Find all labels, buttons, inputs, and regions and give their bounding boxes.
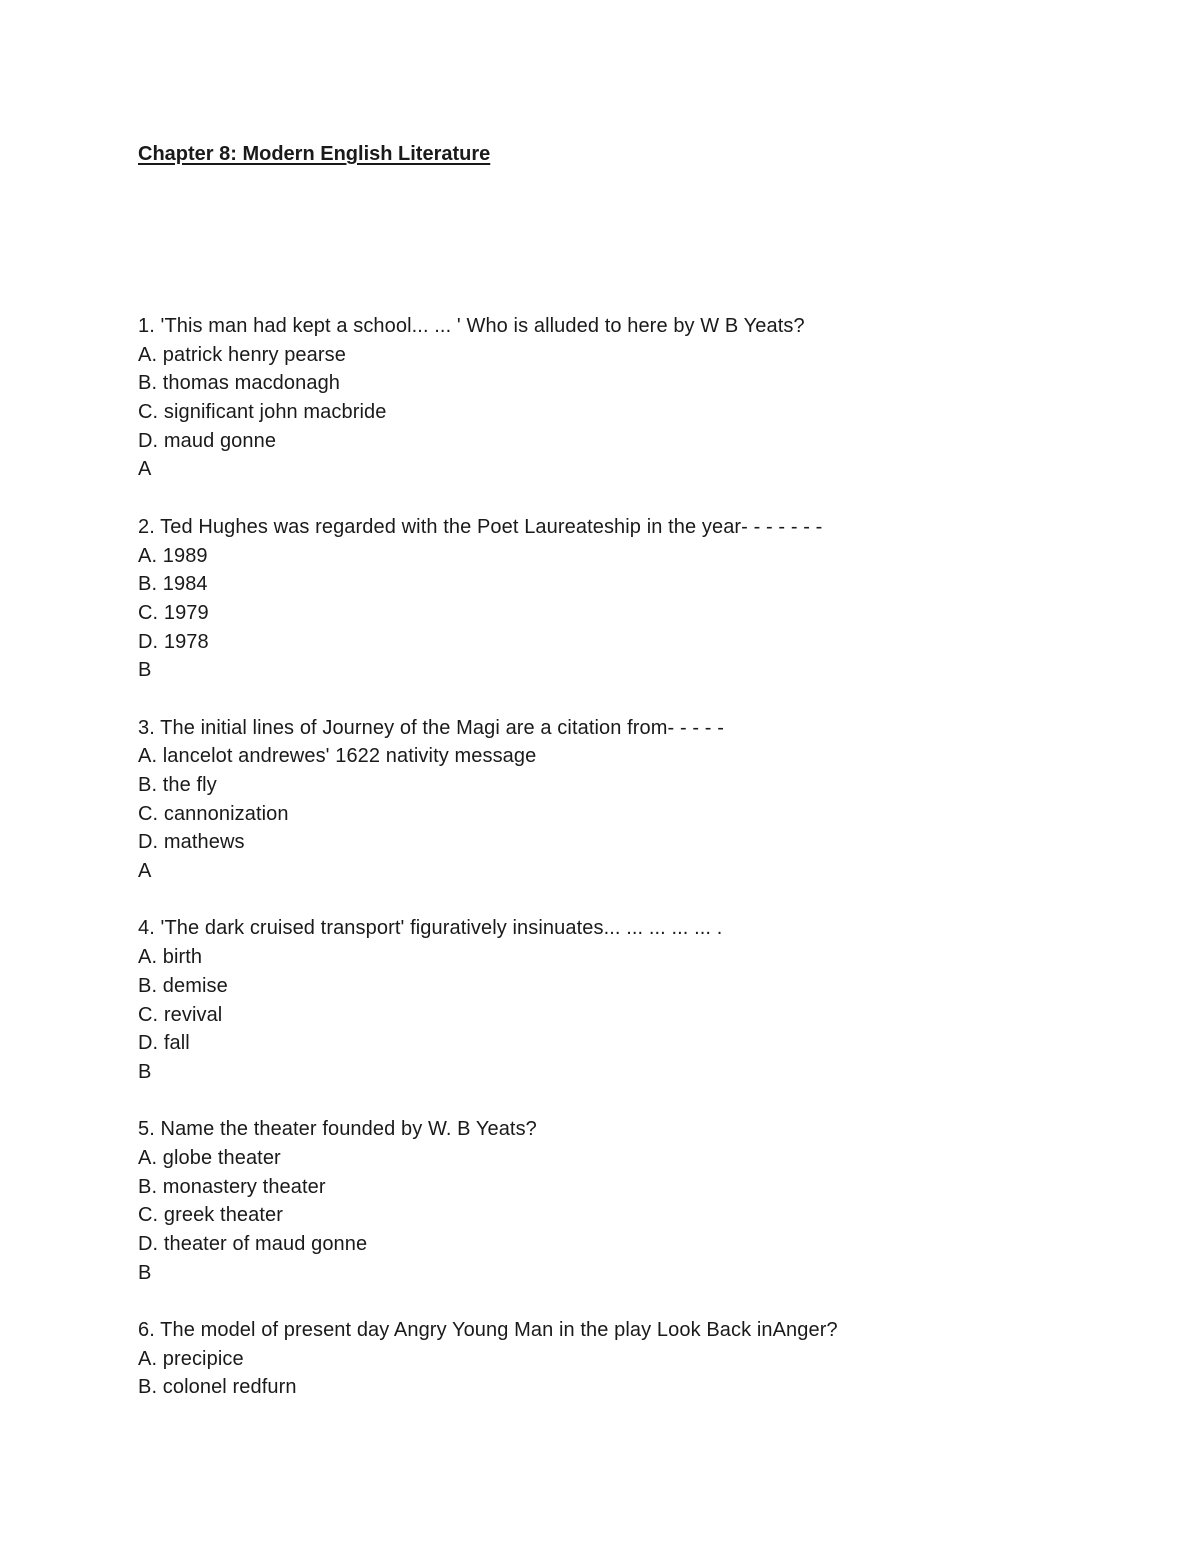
page-title: Chapter 8: Modern English Literature bbox=[138, 143, 491, 165]
question-4 bbox=[138, 914, 1138, 1086]
question-text: 4. 'The dark cruised transport' figuratively insinuates... ... ... ... ... . bbox=[138, 917, 723, 940]
option-d: D. theater of maud gonne bbox=[138, 1233, 368, 1255]
question-3 bbox=[138, 714, 1138, 886]
option-b: B. 1984 bbox=[138, 573, 208, 596]
question-5 bbox=[138, 1115, 1138, 1287]
answer: B bbox=[138, 1060, 152, 1083]
option-a: A. precipice bbox=[138, 1347, 244, 1370]
option-a: A. globe theater bbox=[138, 1146, 281, 1169]
option-a: A. lancelot andrewes' 1622 nativity message bbox=[138, 745, 537, 768]
question-6 bbox=[138, 1316, 1138, 1402]
question-list bbox=[138, 312, 1138, 1431]
answer: B bbox=[138, 659, 152, 682]
question-2 bbox=[138, 513, 1138, 685]
option-d: D. mathews bbox=[138, 831, 245, 854]
question-text: 1. 'This man had kept a school... ... ' Who is alluded to here by W B Yeats? bbox=[138, 315, 805, 337]
option-d: D. fall bbox=[138, 1032, 190, 1055]
answer: A bbox=[138, 458, 152, 481]
option-b: B. the fly bbox=[138, 774, 217, 796]
option-c: C. significant john macbride bbox=[138, 401, 387, 424]
answer: A bbox=[138, 860, 152, 883]
option-b: B. colonel redfurn bbox=[138, 1376, 297, 1399]
option-c: C. revival bbox=[138, 1003, 223, 1026]
question-1 bbox=[138, 312, 1138, 484]
question-text: 2. Ted Hughes was regarded with the Poet Laureateship in the year- - - - - - - bbox=[138, 515, 823, 538]
option-b: B. thomas macdonagh bbox=[138, 372, 341, 395]
option-d: D. maud gonne bbox=[138, 429, 277, 452]
option-a: A. patrick henry pearse bbox=[138, 343, 346, 366]
option-b: B. monastery theater bbox=[138, 1175, 326, 1198]
answer: B bbox=[138, 1261, 152, 1284]
option-b: B. demise bbox=[138, 974, 228, 997]
question-text: 3. The initial lines of Journey of the Magi are a citation from- - - - - bbox=[138, 716, 724, 739]
question-text: 6. The model of present day Angry Young Man in the play Look Back inAnger? bbox=[138, 1319, 838, 1342]
option-c: C. 1979 bbox=[138, 601, 209, 624]
option-c: C. greek theater bbox=[138, 1204, 284, 1227]
option-a: A. 1989 bbox=[138, 544, 208, 567]
option-a: A. birth bbox=[138, 946, 203, 969]
option-d: D. 1978 bbox=[138, 630, 209, 653]
question-text: 5. Name the theater founded by W. B Yeats? bbox=[138, 1118, 537, 1141]
option-c: C. cannonization bbox=[138, 802, 289, 825]
